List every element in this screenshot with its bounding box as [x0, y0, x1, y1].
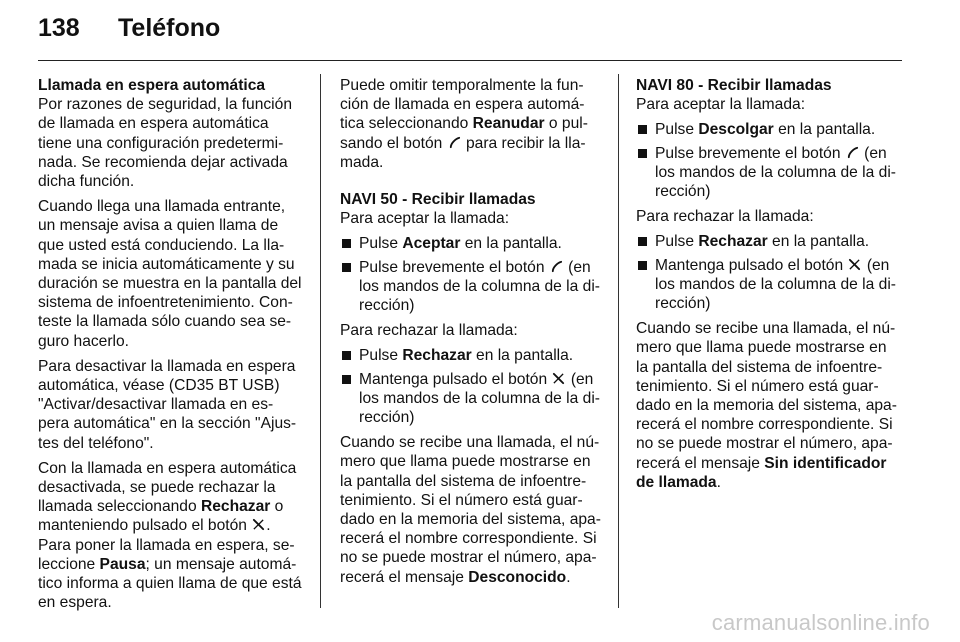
column-3 [636, 76, 902, 498]
reject-list [340, 346, 606, 427]
text: (en los mandos de la columna de la di-rección) [655, 144, 896, 201]
text: . [266, 517, 271, 535]
text: Pulse brevemente el botón [655, 144, 845, 162]
keyword-reanudar: Reanudar [472, 115, 545, 133]
reject-list [636, 232, 902, 313]
text: Pulse [359, 347, 403, 365]
page-number: 138 [38, 14, 80, 42]
reject-intro: Para rechazar la llamada: [636, 208, 814, 226]
text: Mantenga pulsado el botón [359, 370, 552, 388]
text: en la pantalla. [460, 235, 562, 253]
chapter-title: Teléfono [118, 14, 221, 42]
text: para recibir la lla-mada. [340, 134, 586, 171]
reject-intro: Para rechazar la llamada: [340, 322, 518, 340]
header-rule [38, 60, 902, 61]
text: Pulse [655, 233, 699, 251]
phone-answer-icon [550, 260, 563, 273]
phone-hangup-icon [848, 258, 861, 271]
text: Cuando se recibe una llamada, el nú-mero que llama puede mostrarse en la pantalla del sistema de infoentre-tenimiento. Si el número está guar-dado en la memoria del sistema, apa-recerá el nombre correspondiente. Si no se puede mostrar el número, apa-recerá el mensaje [636, 320, 897, 472]
column-divider-2 [618, 74, 619, 608]
keyword-rechazar: Rechazar [200, 498, 271, 516]
keyword-rechazar: Rechazar [698, 233, 768, 251]
list-item [340, 258, 606, 316]
keyword-sin-identificador: Sin identificador de llamada [636, 454, 887, 491]
paragraph [636, 319, 902, 492]
list-item [636, 232, 902, 251]
text: en la pantalla. [767, 233, 870, 251]
accept-intro: Para aceptar la llamada: [636, 96, 806, 114]
column-1 [38, 76, 304, 618]
accept-intro: Para aceptar la llamada: [340, 210, 510, 228]
text: (en los mandos de la columna de la di-rección) [359, 370, 600, 427]
text: Pulse brevemente el botón [359, 258, 549, 276]
list-item [636, 144, 902, 202]
paragraph: Cuando llega una llamada entrante, un mensaje avisa a quien llama de que usted está conduciendo. La lla-mada se inicia automáticamente y su duración se muestra en la pantalla del sistema de infoentretenimiento. Con-teste la llamada sólo cuando sea se-guro hacerlo. [38, 198, 302, 350]
page-header [38, 14, 220, 50]
paragraph [340, 76, 606, 172]
phone-hangup-icon [252, 518, 265, 531]
keyword-desconocido: Desconocido [468, 568, 567, 586]
column-divider-1 [320, 74, 321, 608]
list-item [636, 120, 902, 139]
keyword-pausa: Pausa [99, 555, 146, 573]
paragraph: Por razones de seguridad, la función de llamada en espera automática tiene una configuración predetermi-nada. Se recomienda dejar activada dicha función. [38, 96, 292, 191]
accept-list [636, 120, 902, 201]
text: Cuando se recibe una llamada, el nú-mero que llama puede mostrarse en la pantalla del sistema de infoentre-tenimiento. Si el número está guar-dado en la memoria del sistema, apa-recerá el nombre correspondiente. Si no se puede mostrar el número, apa-recerá el mensaje [340, 434, 601, 586]
phone-answer-icon [846, 146, 859, 159]
column-2 [340, 76, 606, 593]
text: en la pantalla. [471, 347, 574, 365]
paragraph [38, 459, 304, 536]
section-heading-auto-wait: Llamada en espera automática [38, 77, 266, 94]
paragraph [38, 536, 304, 613]
keyword-aceptar: Aceptar [402, 235, 461, 253]
text: Pulse [655, 121, 699, 139]
paragraph: Para desactivar la llamada en espera automática, véase (CD35 BT USB) "Activar/desactivar llamada en es-pera automática" en la sección "Ajus-tes del teléfono". [38, 357, 297, 452]
text: (en los mandos de la columna de la di-rección) [359, 258, 600, 315]
text: Pulse [359, 235, 403, 253]
keyword-descolgar: Descolgar [698, 121, 774, 139]
paragraph [340, 433, 606, 587]
section-heading-navi80: NAVI 80 - Recibir llamadas [636, 77, 832, 94]
text: ; un mensaje automá-tico informa a quien llama de que está en espera. [38, 555, 302, 612]
text: Con la llamada en espera automática desactivada, se puede rechazar la llamada seleccionando [38, 459, 297, 516]
list-item [340, 370, 606, 428]
text: o pul-sando el botón [340, 115, 588, 152]
list-item [340, 346, 606, 365]
text: en la pantalla. [773, 121, 876, 139]
keyword-rechazar: Rechazar [402, 347, 472, 365]
text: o manteniendo pulsado el botón [38, 498, 284, 535]
text: . [566, 568, 571, 586]
text: . [716, 473, 721, 491]
phone-answer-icon [448, 136, 461, 149]
text: Mantenga pulsado el botón [655, 256, 848, 274]
text: Para poner la llamada en espera, se-leccione [38, 536, 295, 573]
list-item [636, 256, 902, 314]
text: Puede omitir temporalmente la fun-ción de llamada en espera automá-tica seleccionando [340, 77, 585, 133]
spacer [340, 178, 606, 190]
text: (en los mandos de la columna de la di-rección) [655, 256, 896, 313]
list-item [340, 234, 606, 253]
section-heading-navi50: NAVI 50 - Recibir llamadas [340, 191, 536, 209]
phone-hangup-icon [552, 372, 565, 385]
watermark: carmanualsonline.info [711, 610, 930, 635]
accept-list [340, 234, 606, 315]
